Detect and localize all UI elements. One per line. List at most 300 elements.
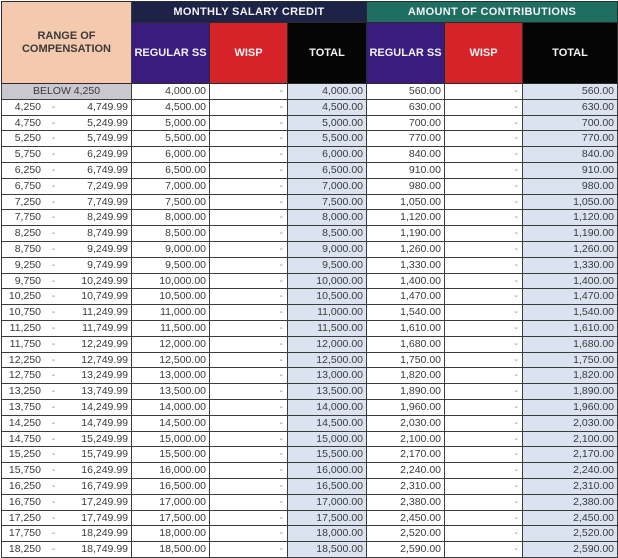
range-cell <box>2 178 132 194</box>
range-low: 17,750 <box>8 527 41 540</box>
range-low: 5,250 <box>14 132 41 145</box>
contrib-regular-cell: 1,750.00 <box>367 352 445 368</box>
contrib-total-cell: 2,380.00 <box>523 494 618 510</box>
range-separator: - <box>51 163 56 176</box>
range-low: 6,250 <box>14 163 41 176</box>
msc-wisp-cell: - <box>210 305 288 321</box>
range-low: 15,250 <box>8 448 41 461</box>
range-cell <box>2 336 132 352</box>
msc-total-cell: 9,500.00 <box>288 257 367 273</box>
contrib-regular-cell: 1,890.00 <box>367 384 445 400</box>
msc-regular-cell: 13,500.00 <box>132 384 210 400</box>
range-separator: - <box>51 432 56 445</box>
contrib-wisp-cell: - <box>445 526 523 542</box>
msc-regular-cell: 11,000.00 <box>132 305 210 321</box>
msc-regular-cell: 4,000.00 <box>132 84 210 100</box>
contrib-wisp-cell: - <box>445 320 523 336</box>
msc-wisp-cell: - <box>210 352 288 368</box>
table-row <box>2 336 618 352</box>
range-low: 12,250 <box>8 353 41 366</box>
contrib-wisp-cell: - <box>445 115 523 131</box>
msc-wisp-cell: - <box>210 241 288 257</box>
msc-wisp-cell: - <box>210 510 288 526</box>
contrib-regular-cell: 2,170.00 <box>367 447 445 463</box>
range-cell <box>2 494 132 510</box>
contrib-total-cell: 1,330.00 <box>523 257 618 273</box>
contrib-regular-ss-header: REGULAR SS <box>367 23 445 84</box>
contribution-table <box>1 1 618 558</box>
msc-total-cell: 8,500.00 <box>288 226 367 242</box>
range-cell <box>2 526 132 542</box>
range-high: 11,249.99 <box>82 306 128 319</box>
msc-regular-cell: 15,500.00 <box>132 447 210 463</box>
msc-regular-cell: 10,500.00 <box>132 289 210 305</box>
range-separator: - <box>51 290 56 303</box>
msc-total-cell: 16,500.00 <box>288 478 367 494</box>
range-high: 18,249.99 <box>81 527 128 540</box>
contrib-regular-cell: 2,310.00 <box>367 478 445 494</box>
range-low: 4,250 <box>14 100 41 113</box>
msc-regular-cell: 6,000.00 <box>132 147 210 163</box>
range-low: 14,750 <box>8 432 41 445</box>
range-cell <box>2 399 132 415</box>
table-row <box>2 162 618 178</box>
range-low: 10,250 <box>8 290 41 303</box>
msc-wisp-cell: - <box>210 399 288 415</box>
table-row <box>2 273 618 289</box>
msc-regular-cell: 17,000.00 <box>132 494 210 510</box>
range-cell <box>2 257 132 273</box>
msc-total-cell: 10,000.00 <box>288 273 367 289</box>
contrib-total-cell: 560.00 <box>523 84 618 100</box>
msc-wisp-cell: - <box>210 478 288 494</box>
contrib-regular-cell: 1,680.00 <box>367 336 445 352</box>
range-low: 9,750 <box>14 274 41 287</box>
msc-wisp-cell: - <box>210 368 288 384</box>
msc-wisp-cell: - <box>210 320 288 336</box>
contrib-total-cell: 2,590.00 <box>523 542 618 558</box>
contrib-total-cell: 1,050.00 <box>523 194 618 210</box>
contrib-total-cell: 2,170.00 <box>523 447 618 463</box>
contrib-total-cell: 980.00 <box>523 178 618 194</box>
range-low: 11,750 <box>9 337 41 350</box>
contrib-total-cell: 1,820.00 <box>523 368 618 384</box>
msc-total-cell: 4,500.00 <box>288 99 367 115</box>
msc-regular-cell: 8,000.00 <box>132 210 210 226</box>
msc-total-cell: 18,000.00 <box>288 526 367 542</box>
contrib-regular-cell: 2,520.00 <box>367 526 445 542</box>
contrib-total-cell: 1,750.00 <box>523 352 618 368</box>
range-separator: - <box>51 400 56 413</box>
contrib-wisp-cell: - <box>445 542 523 558</box>
range-high: 6,749.99 <box>87 163 128 176</box>
msc-total-cell: 18,500.00 <box>288 542 367 558</box>
table-row <box>2 510 618 526</box>
msc-wisp-cell: - <box>210 336 288 352</box>
range-cell <box>2 447 132 463</box>
range-low: 11,250 <box>9 321 41 334</box>
table-row <box>2 542 618 558</box>
table-row <box>2 241 618 257</box>
msc-total-cell: 7,500.00 <box>288 194 367 210</box>
msc-wisp-cell: - <box>210 84 288 100</box>
contrib-regular-cell: 1,260.00 <box>367 241 445 257</box>
msc-total-cell: 6,000.00 <box>288 147 367 163</box>
table-row <box>2 368 618 384</box>
range-separator: - <box>51 321 56 334</box>
range-separator: - <box>51 385 56 398</box>
table-row-below <box>2 84 618 100</box>
msc-wisp-cell: - <box>210 273 288 289</box>
contrib-total-cell: 1,120.00 <box>523 210 618 226</box>
range-separator: - <box>51 242 56 255</box>
msc-wisp-cell: - <box>210 542 288 558</box>
range-separator: - <box>51 195 56 208</box>
contrib-regular-cell: 1,960.00 <box>367 399 445 415</box>
range-separator: - <box>51 511 56 524</box>
range-cell <box>2 431 132 447</box>
range-separator: - <box>51 179 56 192</box>
msc-wisp-cell: - <box>210 115 288 131</box>
range-high: 12,749.99 <box>81 353 128 366</box>
contrib-wisp-cell: - <box>445 178 523 194</box>
contrib-wisp-cell: - <box>445 478 523 494</box>
range-separator: - <box>51 369 56 382</box>
contrib-total-cell: 1,680.00 <box>523 336 618 352</box>
amount-of-contributions-header: AMOUNT OF CONTRIBUTIONS <box>367 2 618 23</box>
msc-total-cell: 13,000.00 <box>288 368 367 384</box>
range-low: 14,250 <box>8 416 41 429</box>
msc-total-cell: 14,500.00 <box>288 415 367 431</box>
contrib-regular-cell: 1,190.00 <box>367 226 445 242</box>
contrib-total-cell: 910.00 <box>523 162 618 178</box>
range-cell <box>2 115 132 131</box>
msc-total-header: TOTAL <box>288 23 367 84</box>
contrib-wisp-cell: - <box>445 194 523 210</box>
msc-regular-cell: 6,500.00 <box>132 162 210 178</box>
contrib-regular-cell: 770.00 <box>367 131 445 147</box>
range-low: 13,750 <box>8 400 41 413</box>
range-low: 12,750 <box>8 369 41 382</box>
msc-total-cell: 10,500.00 <box>288 289 367 305</box>
contrib-wisp-cell: - <box>445 226 523 242</box>
contrib-wisp-cell: - <box>445 431 523 447</box>
msc-wisp-cell: - <box>210 99 288 115</box>
msc-total-cell: 14,000.00 <box>288 399 367 415</box>
range-high: 16,749.99 <box>81 479 128 492</box>
msc-total-cell: 9,000.00 <box>288 241 367 257</box>
contrib-regular-cell: 2,450.00 <box>367 510 445 526</box>
msc-wisp-cell: - <box>210 526 288 542</box>
table-row <box>2 384 618 400</box>
range-low: 6,750 <box>14 179 41 192</box>
msc-wisp-cell: - <box>210 194 288 210</box>
contrib-wisp-cell: - <box>445 241 523 257</box>
range-high: 4,749.99 <box>87 100 128 113</box>
msc-total-cell: 12,000.00 <box>288 336 367 352</box>
contrib-wisp-cell: - <box>445 463 523 479</box>
contrib-regular-cell: 2,380.00 <box>367 494 445 510</box>
contrib-wisp-cell: - <box>445 257 523 273</box>
msc-total-cell: 5,000.00 <box>288 115 367 131</box>
range-low: 8,750 <box>14 242 41 255</box>
msc-regular-cell: 17,500.00 <box>132 510 210 526</box>
msc-wisp-cell: - <box>210 384 288 400</box>
range-of-compensation-header: RANGE OF COMPENSATION <box>2 2 132 84</box>
msc-regular-cell: 9,500.00 <box>132 257 210 273</box>
contrib-regular-cell: 910.00 <box>367 162 445 178</box>
table-row <box>2 463 618 479</box>
contrib-regular-cell: 2,240.00 <box>367 463 445 479</box>
contrib-total-cell: 2,310.00 <box>523 478 618 494</box>
range-cell <box>2 147 132 163</box>
msc-total-cell: 6,500.00 <box>288 162 367 178</box>
contrib-wisp-cell: - <box>445 99 523 115</box>
range-separator: - <box>51 148 56 161</box>
range-high: 6,249.99 <box>87 148 128 161</box>
contrib-total-cell: 2,240.00 <box>523 463 618 479</box>
msc-total-cell: 12,500.00 <box>288 352 367 368</box>
range-cell <box>2 99 132 115</box>
msc-wisp-cell: - <box>210 257 288 273</box>
contrib-wisp-header: WISP <box>445 23 523 84</box>
range-cell <box>2 289 132 305</box>
range-high: 5,249.99 <box>87 116 128 129</box>
msc-total-cell: 15,000.00 <box>288 431 367 447</box>
contrib-regular-cell: 2,100.00 <box>367 431 445 447</box>
msc-regular-cell: 7,500.00 <box>132 194 210 210</box>
contrib-wisp-cell: - <box>445 494 523 510</box>
range-cell <box>2 478 132 494</box>
table-row <box>2 147 618 163</box>
contrib-total-cell: 2,030.00 <box>523 415 618 431</box>
contrib-wisp-cell: - <box>445 131 523 147</box>
msc-wisp-header: WISP <box>210 23 288 84</box>
msc-wisp-cell: - <box>210 463 288 479</box>
msc-wisp-cell: - <box>210 226 288 242</box>
msc-regular-cell: 10,000.00 <box>132 273 210 289</box>
contrib-regular-cell: 2,030.00 <box>367 415 445 431</box>
table-row <box>2 399 618 415</box>
range-low: 4,750 <box>14 116 41 129</box>
table-header <box>2 2 618 84</box>
msc-regular-cell: 8,500.00 <box>132 226 210 242</box>
range-high: 5,749.99 <box>87 132 128 145</box>
range-high: 17,249.99 <box>81 495 128 508</box>
range-cell <box>2 194 132 210</box>
msc-wisp-cell: - <box>210 431 288 447</box>
msc-total-cell: 17,500.00 <box>288 510 367 526</box>
range-high: 8,249.99 <box>87 211 128 224</box>
range-cell <box>2 320 132 336</box>
msc-regular-cell: 16,500.00 <box>132 478 210 494</box>
contrib-total-cell: 1,400.00 <box>523 273 618 289</box>
table-row <box>2 194 618 210</box>
contrib-wisp-cell: - <box>445 289 523 305</box>
range-low: 5,750 <box>14 148 41 161</box>
range-separator: - <box>51 306 56 319</box>
msc-wisp-cell: - <box>210 131 288 147</box>
contrib-regular-cell: 700.00 <box>367 115 445 131</box>
range-separator: - <box>51 116 56 129</box>
contrib-wisp-cell: - <box>445 147 523 163</box>
contrib-wisp-cell: - <box>445 352 523 368</box>
table-row <box>2 226 618 242</box>
range-low: 16,750 <box>8 495 41 508</box>
contrib-wisp-cell: - <box>445 336 523 352</box>
table-row <box>2 131 618 147</box>
msc-regular-cell: 5,000.00 <box>132 115 210 131</box>
range-low: 10,750 <box>8 306 41 319</box>
range-cell <box>2 352 132 368</box>
table-row <box>2 210 618 226</box>
range-high: 18,749.99 <box>81 543 128 556</box>
msc-regular-ss-header: REGULAR SS <box>132 23 210 84</box>
table-row <box>2 478 618 494</box>
range-high: 10,749.99 <box>81 290 128 303</box>
contrib-wisp-cell: - <box>445 305 523 321</box>
table-row <box>2 305 618 321</box>
contrib-regular-cell: 1,050.00 <box>367 194 445 210</box>
msc-wisp-cell: - <box>210 494 288 510</box>
contrib-wisp-cell: - <box>445 368 523 384</box>
range-high: 14,749.99 <box>81 416 128 429</box>
msc-total-cell: 4,000.00 <box>288 84 367 100</box>
range-low: 15,750 <box>8 464 41 477</box>
table-row <box>2 352 618 368</box>
range-separator: - <box>51 448 56 461</box>
contrib-regular-cell: 1,330.00 <box>367 257 445 273</box>
msc-total-cell: 7,000.00 <box>288 178 367 194</box>
msc-total-cell: 5,500.00 <box>288 131 367 147</box>
range-high: 15,749.99 <box>81 448 128 461</box>
range-high: 8,749.99 <box>87 227 128 240</box>
msc-regular-cell: 12,500.00 <box>132 352 210 368</box>
table-row <box>2 526 618 542</box>
contrib-total-cell: 2,100.00 <box>523 431 618 447</box>
msc-regular-cell: 15,000.00 <box>132 431 210 447</box>
msc-wisp-cell: - <box>210 210 288 226</box>
range-low: 17,250 <box>8 511 41 524</box>
range-cell <box>2 226 132 242</box>
contrib-total-cell: 1,890.00 <box>523 384 618 400</box>
range-high: 9,249.99 <box>87 242 128 255</box>
msc-total-cell: 11,500.00 <box>288 320 367 336</box>
range-cell <box>2 210 132 226</box>
msc-regular-cell: 9,000.00 <box>132 241 210 257</box>
msc-regular-cell: 14,000.00 <box>132 399 210 415</box>
contrib-wisp-cell: - <box>445 384 523 400</box>
range-high: 10,249.99 <box>81 274 128 287</box>
msc-regular-cell: 5,500.00 <box>132 131 210 147</box>
table-row <box>2 257 618 273</box>
contrib-regular-cell: 630.00 <box>367 99 445 115</box>
range-high: 15,249.99 <box>81 432 128 445</box>
monthly-salary-credit-header: MONTHLY SALARY CREDIT <box>132 2 367 23</box>
msc-wisp-cell: - <box>210 447 288 463</box>
msc-wisp-cell: - <box>210 289 288 305</box>
range-low: 7,250 <box>14 195 41 208</box>
contrib-wisp-cell: - <box>445 162 523 178</box>
range-high: 7,749.99 <box>87 195 128 208</box>
range-high: 17,749.99 <box>81 511 128 524</box>
range-low: 18,250 <box>8 543 41 556</box>
range-cell <box>2 415 132 431</box>
contrib-wisp-cell: - <box>445 273 523 289</box>
contrib-wisp-cell: - <box>445 399 523 415</box>
range-cell <box>2 241 132 257</box>
contrib-total-cell: 1,540.00 <box>523 305 618 321</box>
contrib-total-cell: 2,520.00 <box>523 526 618 542</box>
table-row <box>2 415 618 431</box>
range-high: 16,249.99 <box>81 464 128 477</box>
msc-total-cell: 13,500.00 <box>288 384 367 400</box>
msc-wisp-cell: - <box>210 162 288 178</box>
msc-wisp-cell: - <box>210 147 288 163</box>
msc-wisp-cell: - <box>210 415 288 431</box>
contrib-regular-cell: 1,610.00 <box>367 320 445 336</box>
table-row <box>2 431 618 447</box>
contrib-total-cell: 1,470.00 <box>523 289 618 305</box>
range-separator: - <box>51 416 56 429</box>
msc-regular-cell: 18,500.00 <box>132 542 210 558</box>
range-separator: - <box>51 227 56 240</box>
contrib-regular-cell: 840.00 <box>367 147 445 163</box>
contrib-total-header: TOTAL <box>523 23 618 84</box>
range-low: 9,250 <box>14 258 41 271</box>
contrib-regular-cell: 1,470.00 <box>367 289 445 305</box>
range-high: 12,249.99 <box>81 337 128 350</box>
table-row <box>2 178 618 194</box>
range-cell <box>2 305 132 321</box>
table-row <box>2 115 618 131</box>
range-separator: - <box>51 527 56 540</box>
contrib-regular-cell: 1,400.00 <box>367 273 445 289</box>
range-cell <box>2 131 132 147</box>
msc-total-cell: 15,500.00 <box>288 447 367 463</box>
msc-total-cell: 11,000.00 <box>288 305 367 321</box>
range-cell: BELOW 4,250 <box>2 84 132 100</box>
contrib-wisp-cell: - <box>445 447 523 463</box>
range-cell <box>2 384 132 400</box>
msc-wisp-cell: - <box>210 178 288 194</box>
msc-total-cell: 16,000.00 <box>288 463 367 479</box>
range-cell <box>2 542 132 558</box>
range-cell <box>2 510 132 526</box>
msc-total-cell: 17,000.00 <box>288 494 367 510</box>
range-high: 14,249.99 <box>81 400 128 413</box>
contrib-total-cell: 1,260.00 <box>523 241 618 257</box>
range-low: 13,250 <box>8 385 41 398</box>
contrib-total-cell: 2,450.00 <box>523 510 618 526</box>
table-row <box>2 99 618 115</box>
range-separator: - <box>51 495 56 508</box>
msc-regular-cell: 13,000.00 <box>132 368 210 384</box>
range-separator: - <box>51 132 56 145</box>
range-separator: - <box>51 337 56 350</box>
msc-regular-cell: 7,000.00 <box>132 178 210 194</box>
contrib-regular-cell: 1,540.00 <box>367 305 445 321</box>
table-row <box>2 494 618 510</box>
table-body <box>2 84 618 558</box>
range-separator: - <box>51 100 56 113</box>
range-separator: - <box>51 274 56 287</box>
msc-total-cell: 8,000.00 <box>288 210 367 226</box>
msc-regular-cell: 14,500.00 <box>132 415 210 431</box>
contrib-regular-cell: 560.00 <box>367 84 445 100</box>
range-cell <box>2 273 132 289</box>
msc-regular-cell: 11,500.00 <box>132 320 210 336</box>
